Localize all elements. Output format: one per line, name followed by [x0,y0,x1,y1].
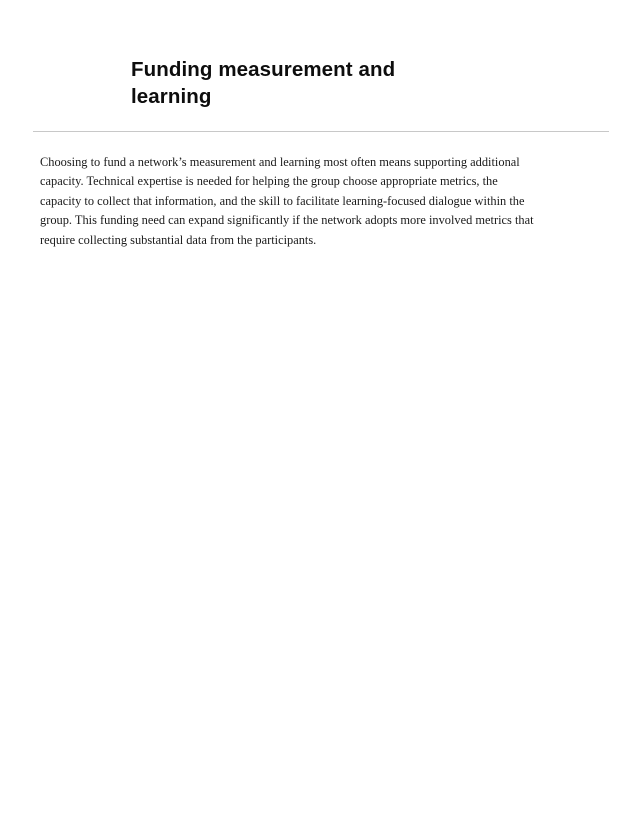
heading-line: Funding measurement and [131,58,396,81]
paragraph-line: require collecting substantial data from the participants. [40,232,317,247]
paragraph-line: group. This funding need can expand significantly if the network adopts more involved metrics that [40,213,534,228]
paragraph-line: capacity. Technical expertise is needed for helping the group choose appropriate metrics, the [40,174,498,189]
section-heading [131,56,471,110]
heading-line: learning [131,85,212,108]
paragraph-line: Choosing to fund a network’s measurement and learning most often means supporting additional [40,155,520,169]
paragraph-line: capacity to collect that information, and the skill to facilitate learning-focused dialogue within the [40,193,525,208]
section-divider [33,131,609,132]
body-paragraph [40,153,600,250]
